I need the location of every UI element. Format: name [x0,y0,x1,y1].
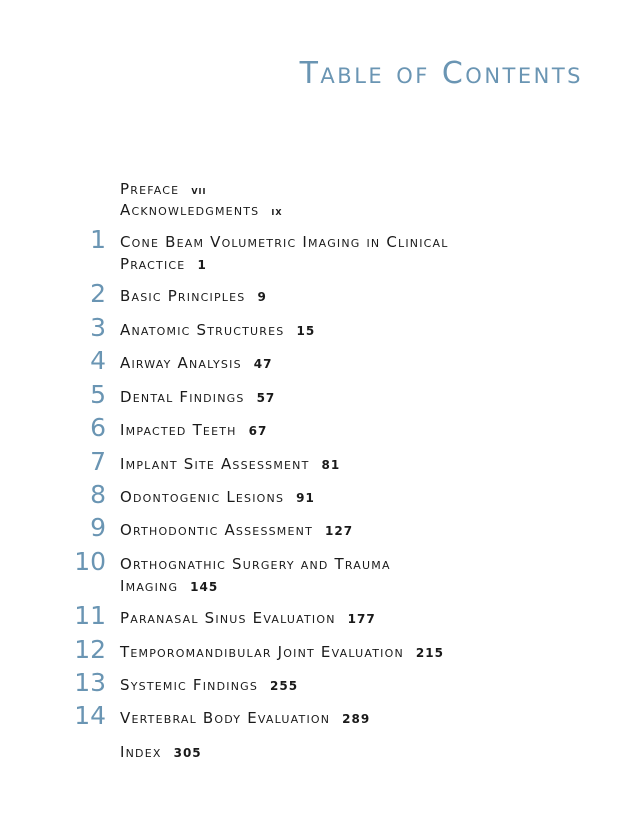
toc-entry-chapter-1[interactable] [120,231,449,253]
toc-entry-page: 177 [347,612,376,626]
toc-entry-page: 47 [253,357,273,371]
toc-entry-title: Implant Site Assessment [120,455,310,473]
chapter-number: 11 [74,601,106,630]
chapter-number: 4 [90,346,106,375]
chapter-number: 5 [90,380,106,409]
toc-entry-chapter-5[interactable] [120,386,275,409]
chapter-number: 9 [90,513,106,542]
toc-entry-title: Paranasal Sinus Evaluation [120,609,336,627]
toc-entry-page: 255 [270,679,299,693]
toc-entry-chapter-6[interactable] [120,419,267,442]
toc-entry-page: 127 [325,524,354,538]
chapter-number: 13 [74,668,106,697]
toc-entry-acknowledgments[interactable] [120,199,283,223]
toc-entry-chapter-14[interactable] [120,707,370,730]
chapter-number: 3 [90,313,106,342]
toc-entry-page: 81 [321,458,341,472]
toc-entry-page: 9 [257,290,267,304]
toc-entry-page: 1 [197,258,207,272]
toc-entry-chapter-11[interactable] [120,607,376,630]
toc-entry-title: Vertebral Body Evaluation [120,709,331,727]
toc-entry-page: 289 [342,712,371,726]
chapter-number: 7 [90,447,106,476]
toc-entry-chapter-10[interactable] [120,553,391,575]
toc-entry-chapter-7[interactable] [120,453,340,476]
toc-entry-title: Anatomic Structures [120,321,285,339]
chapter-number: 1 [90,225,106,254]
toc-entry-page: vii [191,184,207,197]
toc-entry-chapter-10-cont[interactable] [120,575,218,598]
toc-entry-chapter-12[interactable] [120,641,444,664]
toc-entry-title: Airway Analysis [120,354,242,372]
chapter-number: 6 [90,413,106,442]
toc-entry-chapter-4[interactable] [120,352,272,375]
toc-entry-page: 145 [190,580,219,594]
toc-entry-chapter-2[interactable] [120,285,267,308]
toc-entry-chapter-13[interactable] [120,674,298,697]
toc-entry-chapter-1-cont[interactable] [120,253,207,276]
toc-entry-page: 305 [173,746,202,760]
chapter-number: 14 [74,701,106,730]
toc-entry-title: Dental Findings [120,388,245,406]
toc-entry-title: Systemic Findings [120,676,259,694]
toc-entry-title: Odontogenic Lesions [120,488,285,506]
toc-entry-title: Cone Beam Volumetric Imaging in Clinical [120,233,449,251]
toc-entry-page: 91 [296,491,315,505]
chapter-number: 12 [74,635,106,664]
toc-entry-title: Practice [120,255,186,273]
page-title: Table of Contents [299,56,583,91]
toc-entry-chapter-8[interactable] [120,486,315,509]
toc-entry-title: Basic Principles [120,287,246,305]
toc-entry-title: Index [120,743,162,761]
toc-entry-title: Orthodontic Assessment [120,521,313,539]
toc-entry-title: Impacted Teeth [120,421,237,439]
chapter-number: 2 [90,279,106,308]
toc-entry-title: Orthognathic Surgery and Trauma [120,555,391,573]
toc-entry-page: 57 [256,391,276,405]
toc-entry-title: Acknowledgments [120,201,260,219]
toc-entry-title: Preface [120,180,180,198]
toc-entry-chapter-9[interactable] [120,519,353,542]
toc-entry-title: Imaging [120,577,179,595]
toc-entry-page: 15 [296,324,316,338]
chapter-number: 10 [74,547,106,576]
toc-entry-title: Temporomandibular Joint Evaluation [120,643,404,661]
chapter-number: 8 [90,480,106,509]
toc-entry-chapter-3[interactable] [120,319,315,342]
toc-entry-page: 215 [415,646,444,660]
toc-entry-page: ix [271,205,283,218]
toc-entry-page: 67 [248,424,268,438]
toc-entry-index[interactable] [120,741,202,764]
